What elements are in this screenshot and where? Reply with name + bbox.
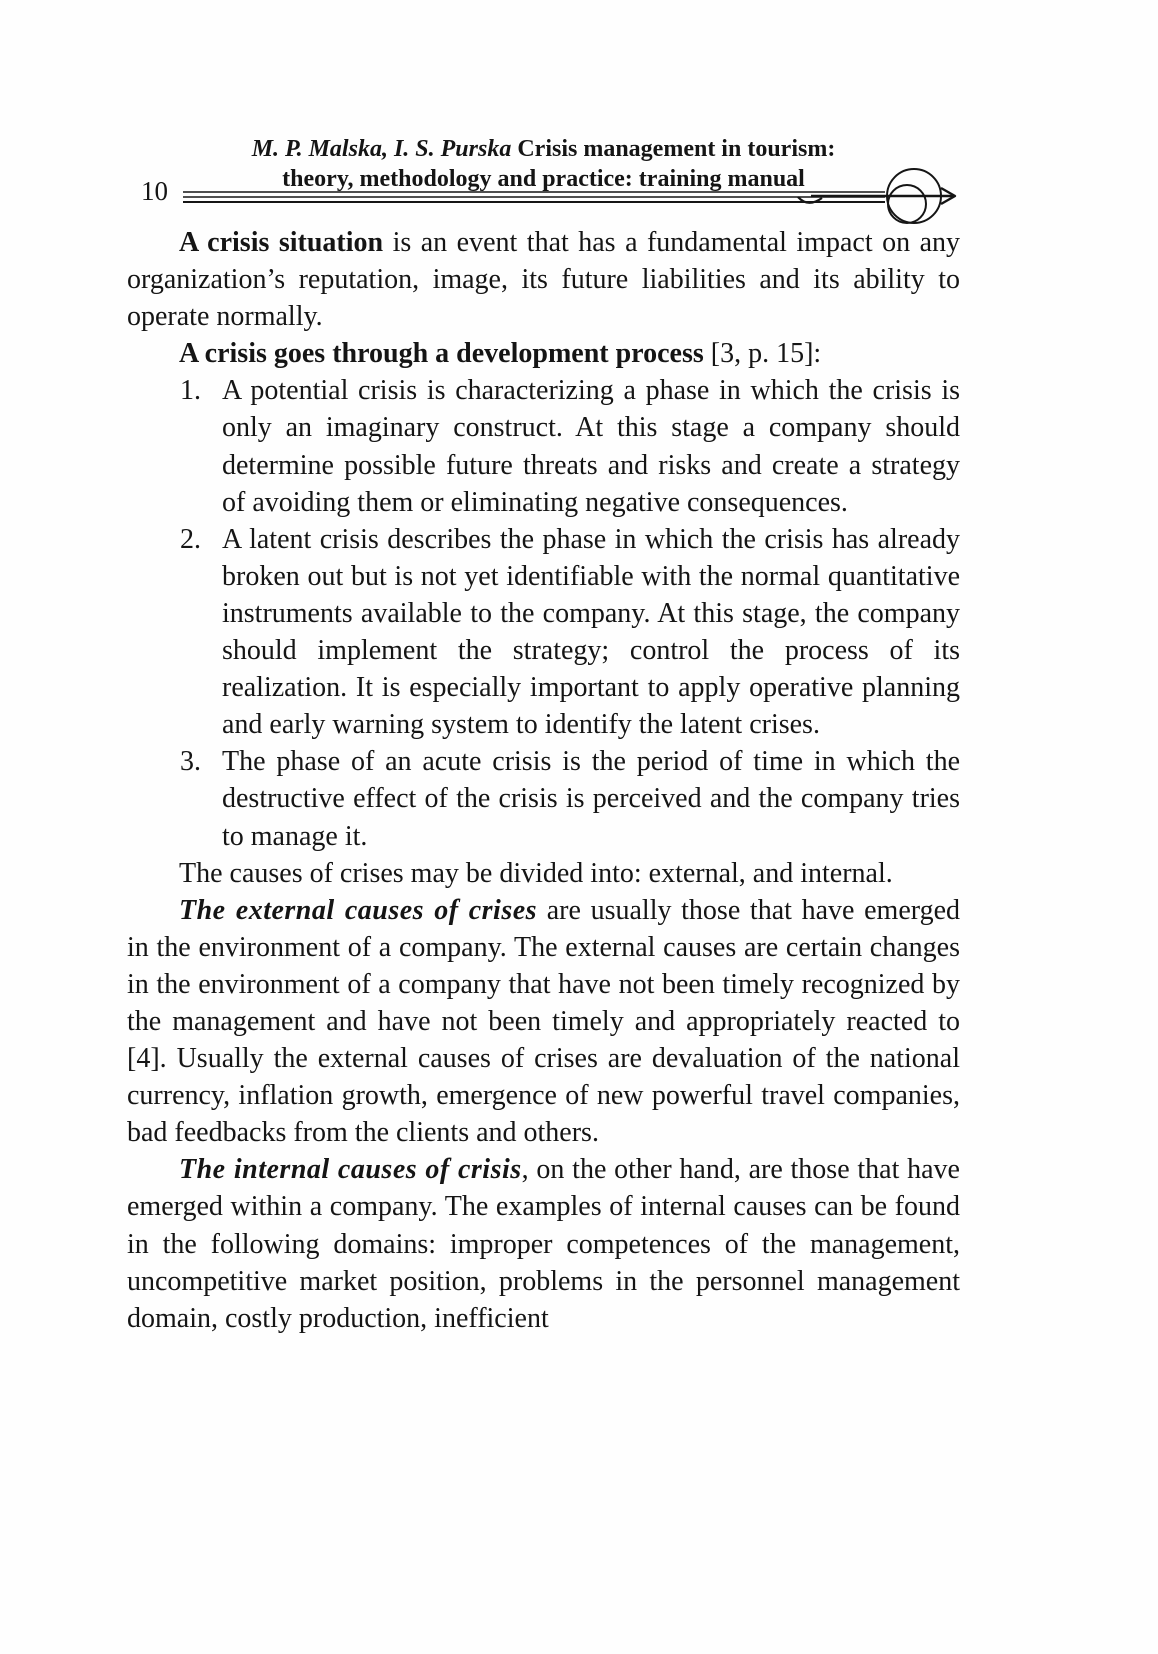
development-process-rest: [3, p. 15]:	[703, 338, 822, 370]
paragraph-external-causes	[127, 892, 960, 1152]
paragraph-development-process	[127, 335, 960, 372]
page-number: 10	[141, 176, 168, 206]
list-item	[127, 521, 960, 744]
list-item-number: 2.	[180, 523, 201, 555]
paragraph-internal-causes	[127, 1151, 960, 1336]
external-causes-rest: are usually those that have emerged in the environment of a company. The external causes are certain changes in the environment of a company that have not been timely recognized by the management and have not been timely and appropriately reacted to [4]. Usually the external causes of crises are devaluation of the national currency, inflation growth, emergence of new powerful travel companies, bad feedbacks from the clients and others.	[127, 894, 961, 1149]
header-line-1	[127, 134, 960, 164]
list-item	[127, 372, 960, 520]
crisis-situation-rest: is an event that has a fundamental impact on any organization’s reputation, image, its future liabilities and its ability to operate normally.	[127, 227, 960, 333]
list-item-text: A latent crisis describes the phase in which the crisis has already broken out but is not yet identifiable with the normal quantitative instruments available to the company. At this stage, the company should implement the strategy; control the process of its realization. It is especially important to apply operative planning and early warning system to identify the latent crises.	[222, 523, 960, 741]
numbered-list	[127, 372, 960, 854]
list-item-text: The phase of an acute crisis is the period of time in which the destructive effect of the crisis is perceived and the company tries to manage it.	[222, 746, 960, 852]
crisis-situation-lead: A crisis situation	[179, 227, 384, 258]
paragraph-causes-divided: The causes of crises may be divided into: external, and internal.	[179, 857, 893, 889]
list-item	[127, 743, 960, 854]
list-item-number: 3.	[180, 746, 201, 778]
header-title-part2: theory, methodology and practice: training manual	[282, 166, 805, 192]
list-item-number: 1.	[180, 375, 201, 407]
internal-causes-lead: The internal causes of crisis	[179, 1154, 522, 1186]
list-item-text: A potential crisis is characterizing a phase in which the crisis is only an imaginary construct. At this stage a company should determine possible future threats and risks and create a strategy of avoiding them or eliminating negative consequences.	[222, 375, 960, 518]
header-authors: M. P. Malska, I. S. Purska	[251, 136, 512, 162]
internal-causes-rest: , on the other hand, are those that have emerged within a company. The examples of internal causes can be found in the following domains: improper competences of the management, uncompetitive market position, problems in the personnel management domain, costly production, inefficient	[127, 1154, 960, 1334]
external-causes-lead: The external causes of crises	[179, 894, 538, 926]
header-title-part1: Crisis management in tourism:	[517, 136, 836, 162]
body-text	[127, 224, 960, 1337]
development-process-lead: A crisis goes through a development process	[179, 338, 704, 370]
paragraph-crisis-situation	[127, 224, 960, 335]
